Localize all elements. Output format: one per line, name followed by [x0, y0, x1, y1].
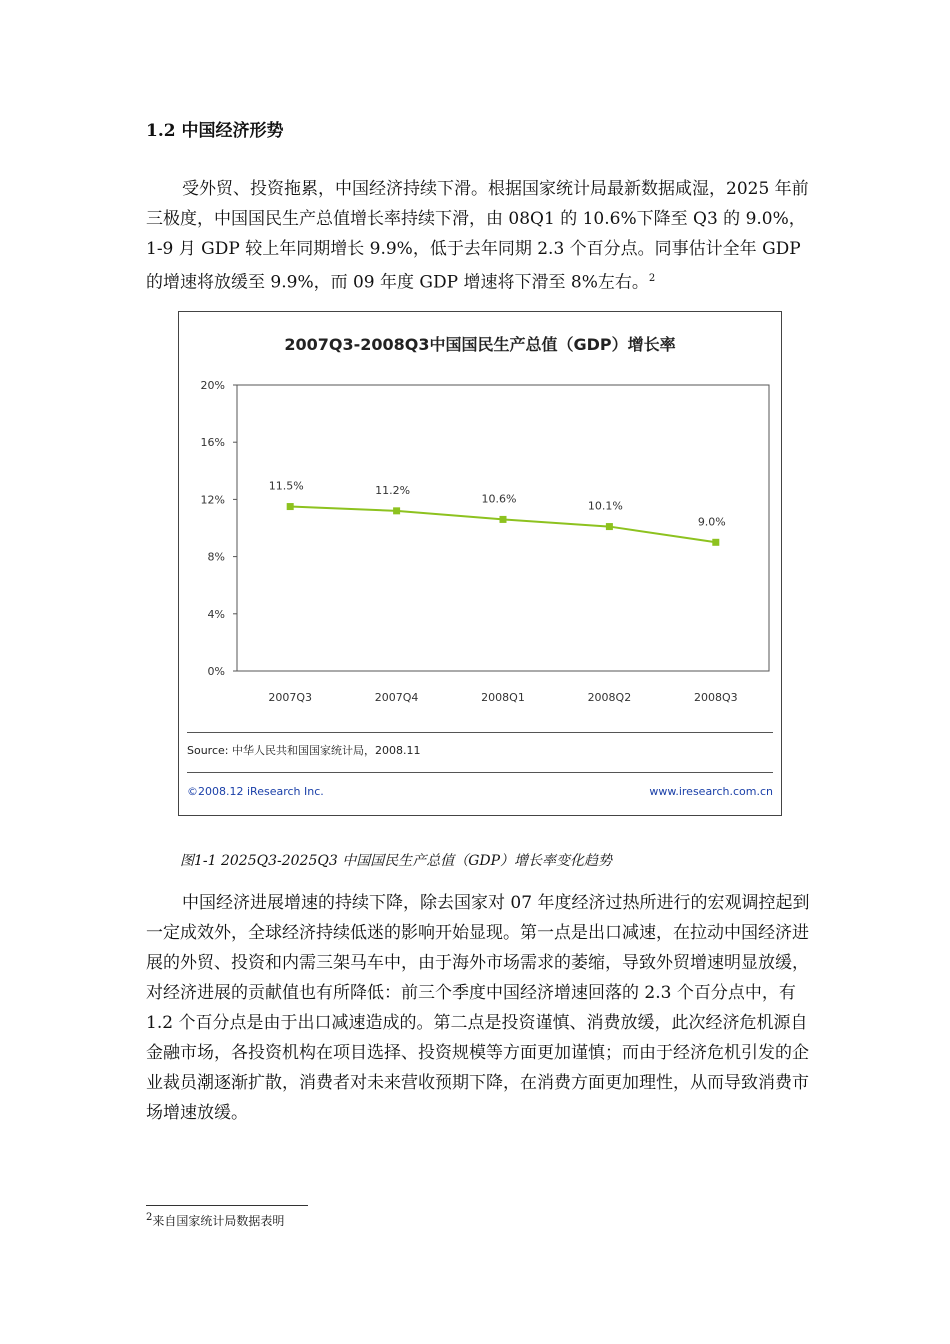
x-tick-label: 2008Q3	[693, 691, 738, 704]
chart-plot	[179, 312, 781, 732]
intro-paragraph	[146, 174, 816, 298]
x-tick-label: 2008Q1	[481, 691, 525, 704]
y-tick-label: 20%	[200, 379, 225, 392]
data-label: 11.5%	[268, 479, 304, 493]
plot-frame	[237, 385, 769, 671]
data-point-marker	[712, 539, 719, 546]
x-tick-label: 2008Q2	[587, 691, 632, 704]
x-tick-label: 2007Q4	[374, 691, 419, 704]
data-label: 11.2%	[375, 483, 411, 497]
footnote-ref: 2	[648, 273, 656, 284]
data-label: 9.0%	[697, 515, 726, 529]
data-point-marker	[606, 523, 613, 530]
data-label: 10.1%	[587, 499, 623, 513]
figure-caption: 图1-1 2025Q3-2025Q3 中国国民生产总值（GDP）增长率变化趋势	[180, 853, 613, 869]
footnote-text: 来自国家统计局数据表明	[152, 1214, 285, 1228]
footnote	[146, 1212, 284, 1229]
series-line-gdp-growth	[290, 507, 716, 543]
data-point-marker	[500, 516, 507, 523]
analysis-paragraph	[146, 888, 816, 1128]
chart-source: Source: 中华人民共和国国家统计局，2008.11	[187, 744, 421, 757]
section-heading: 1.2 中国经济形势	[146, 121, 284, 141]
data-label: 10.6%	[481, 492, 517, 506]
y-tick-label: 12%	[200, 493, 225, 507]
intro-text: 受外贸、投资拖累，中国经济持续下滑。根据国家统计局最新数据咸湿，2025 年前三极度，中国国民生产总值增长率持续下滑，由 08Q1 的 10.6%下降至 Q3 的 9.0%，1-9 月 GDP 较上年同期增长 9.9%，低于去年同期 2.3 个百分点。同事估计全年 GDP 的增速将放缓至 9.9%，而 09 年度 GDP 增速将下滑至 8%左右。	[146, 179, 809, 293]
y-tick-label: 16%	[200, 436, 225, 450]
footnote-divider	[146, 1205, 308, 1206]
data-point-marker	[287, 503, 294, 510]
chart-divider-top	[187, 732, 773, 733]
chart-copyright: ©2008.12 iResearch Inc.	[187, 785, 324, 798]
x-tick-label: 2007Q3	[268, 691, 313, 704]
data-point-marker	[393, 507, 400, 514]
analysis-text: 中国经济进展增速的持续下降，除去国家对 07 年度经济过热所进行的宏观调控起到一定成效外，全球经济持续低迷的影响开始显现。第一点是出口减速，在拉动中国经济进展的外贸、投资和内需三架马车中，由于海外市场需求的萎缩，导致外贸增速明显放缓，对经济进展的贡献值也有所降低：前三个季度中国经济增速回落的 2.3 个百分点中，有 1.2 个百分点是由于出口减速造成的。第二点是投资谨慎、消费放缓，此次经济危机源自金融市场，各投资机构在项目选择、投资规模等方面更加谨慎；而由于经济危机引发的企业裁员潮逐渐扩散，消费者对未来营收预期下降，在消费方面更加理性，从而导致消费市场增速放缓。	[146, 893, 810, 1123]
chart-divider-bottom	[187, 772, 773, 773]
y-tick-label: 8%	[207, 550, 225, 564]
footnote-number: 2	[146, 1212, 153, 1223]
gdp-chart	[178, 311, 782, 816]
chart-website: www.iresearch.com.cn	[649, 785, 773, 798]
y-tick-label: 0%	[207, 665, 225, 678]
chart-title: 2007Q3-2008Q3中国国民生产总值（GDP）增长率	[284, 335, 676, 354]
y-tick-label: 4%	[207, 607, 225, 621]
